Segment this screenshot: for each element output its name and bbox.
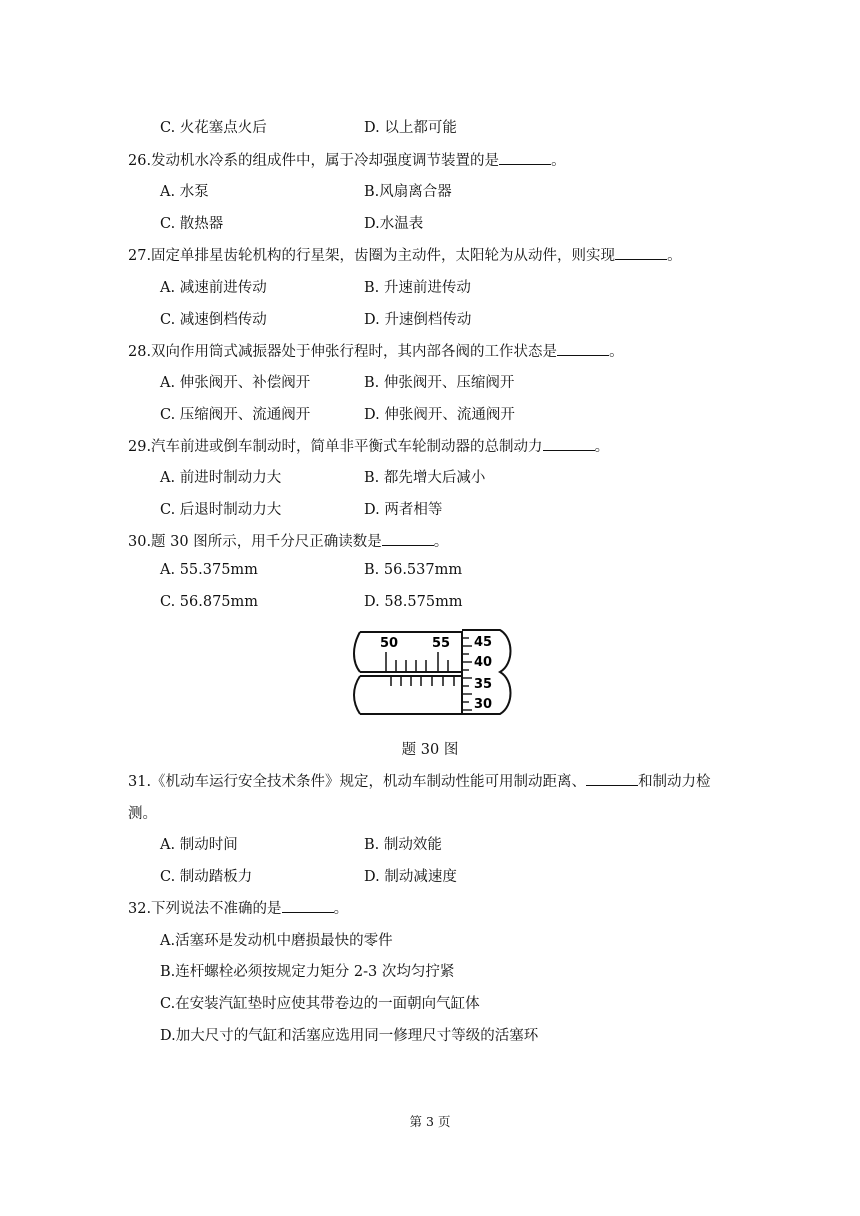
- q28-option-c: C. 压缩阀开、流通阀开: [160, 407, 311, 423]
- thimble-label-30: 30: [474, 697, 493, 712]
- q29-option-c: C. 后退时制动力大: [160, 502, 282, 518]
- thimble-label-45: 45: [474, 635, 493, 650]
- q29-stem: [128, 435, 609, 456]
- q27-option-c: C. 减速倒档传动: [160, 312, 267, 328]
- q31-stem: [128, 770, 711, 791]
- q28-option-d: D. 伸张阀开、流通阀开: [364, 407, 515, 423]
- q31-option-d: D. 制动减速度: [364, 869, 457, 885]
- sleeve-label-55: 55: [432, 636, 451, 651]
- page-number: 第 3 页: [409, 1114, 451, 1129]
- q31-stem-text: 31.《机动车运行安全技术条件》规定，机动车制动性能可用制动距离、: [128, 774, 587, 790]
- figure-caption: 题 30 图: [401, 742, 459, 758]
- answer-blank: [615, 247, 667, 260]
- thimble-label-40: 40: [474, 655, 493, 670]
- q28-option-b: B. 伸张阀开、压缩阀开: [364, 375, 515, 391]
- q32-option-b: B.连杆螺栓必须按规定力矩分 2-3 次均匀拧紧: [160, 964, 455, 980]
- q25-option-c: C. 火花塞点火后: [160, 120, 267, 136]
- q28-option-a: A. 伸张阀开、补偿阀开: [160, 375, 311, 391]
- answer-blank: [586, 773, 638, 786]
- q32-option-d: D.加大尺寸的气缸和活塞应选用同一修理尺寸等级的活塞环: [160, 1028, 539, 1044]
- q26-option-c: C. 散热器: [160, 216, 224, 232]
- q30-stem-text: 30.题 30 图所示，用千分尺正确读数是: [128, 534, 382, 550]
- answer-blank: [543, 438, 595, 451]
- q31-option-a: A. 制动时间: [160, 837, 238, 853]
- q32-stem-text: 32.下列说法不准确的是: [128, 901, 282, 917]
- q32-option-a: A.活塞环是发动机中磨损最快的零件: [160, 933, 393, 949]
- thimble-label-35: 35: [474, 677, 493, 692]
- q27-stem: [128, 244, 682, 265]
- sleeve-label-50: 50: [380, 636, 399, 651]
- q31-stem-line2: 测。: [128, 806, 157, 822]
- answer-blank: [557, 343, 609, 356]
- q27-stem-text: 27.固定单排星齿轮机构的行星架，齿圈为主动件，太阳轮为从动件，则实现: [128, 248, 616, 264]
- q26-stem-text: 26.发动机水冷系的组成件中，属于冷却强度调节装置的是: [128, 153, 500, 169]
- q27-option-a: A. 减速前进传动: [160, 280, 267, 296]
- q30-option-d: D. 58.575mm: [364, 594, 463, 610]
- q30-option-a: A. 55.375mm: [160, 562, 258, 578]
- q28-stem-text: 28.双向作用筒式减振器处于伸张行程时，其内部各阀的工作状态是: [128, 344, 558, 360]
- q26-option-d: D.水温表: [364, 216, 424, 232]
- q26-option-b: B.风扇离合器: [364, 184, 452, 200]
- q29-option-b: B. 都先增大后减小: [364, 470, 486, 486]
- q27-stem-end: 。: [667, 248, 682, 264]
- q26-stem: [128, 149, 566, 170]
- q26-option-a: A. 水泵: [160, 184, 209, 200]
- q28-stem-end: 。: [609, 344, 624, 360]
- answer-blank: [382, 533, 434, 546]
- q29-option-d: D. 两者相等: [364, 502, 443, 518]
- q32-option-c: C.在安装汽缸垫时应使其带卷边的一面朝向气缸体: [160, 996, 480, 1012]
- q30-stem-end: 。: [433, 534, 449, 550]
- q27-option-b: B. 升速前进传动: [364, 280, 471, 296]
- q31-option-c: C. 制动踏板力: [160, 869, 253, 885]
- q28-stem: [128, 340, 624, 361]
- q32-stem-end: 。: [333, 901, 349, 917]
- q30-option-b: B. 56.537mm: [364, 562, 463, 578]
- q25-option-d: D. 以上都可能: [364, 120, 457, 136]
- q30-option-c: C. 56.875mm: [160, 594, 259, 610]
- q29-option-a: A. 前进时制动力大: [160, 470, 282, 486]
- q29-stem-text: 29.汽车前进或倒车制动时，简单非平衡式车轮制动器的总制动力: [128, 439, 543, 455]
- q27-option-d: D. 升速倒档传动: [364, 312, 472, 328]
- q32-stem: [128, 897, 348, 918]
- micrometer-figure: [350, 628, 520, 718]
- q26-stem-end: 。: [551, 153, 566, 169]
- answer-blank: [499, 152, 551, 165]
- answer-blank: [282, 900, 334, 913]
- q31-stem-cont: 和制动力检: [638, 774, 711, 790]
- q29-stem-end: 。: [594, 439, 610, 455]
- q31-option-b: B. 制动效能: [364, 837, 442, 853]
- q30-stem: [128, 530, 448, 551]
